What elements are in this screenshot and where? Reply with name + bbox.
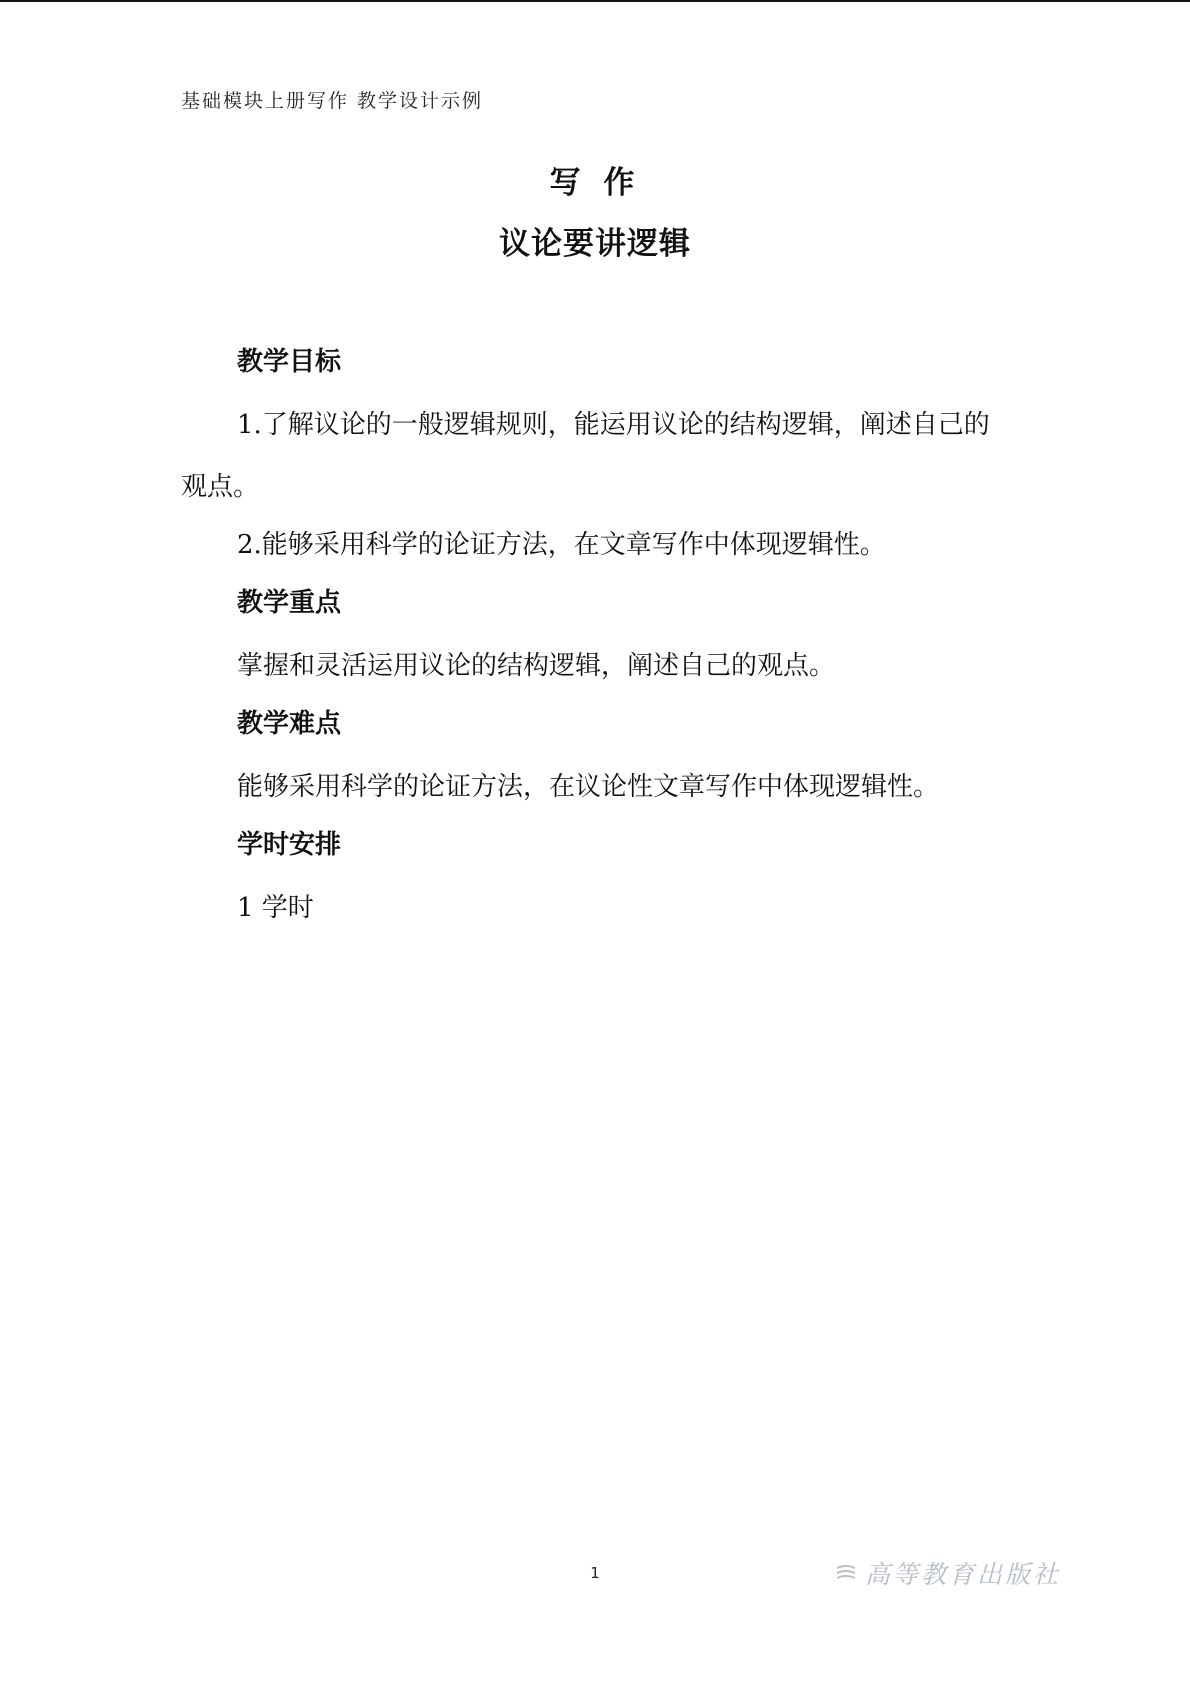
section-objectives [181, 345, 1011, 576]
page-title: 写 作 [549, 165, 641, 201]
running-header: 基础模块上册写作 教学设计示例 [181, 90, 484, 112]
section-heading: 教学难点 [237, 709, 342, 739]
page-subtitle: 议论要讲逻辑 [499, 226, 691, 262]
paragraph: 1.了解议论的一般逻辑规则，能运用议论的结构逻辑，阐述自己的观点。 [181, 410, 990, 502]
publisher-logo-icon [835, 1563, 857, 1583]
section-heading: 教学重点 [237, 588, 342, 618]
document-body [181, 345, 1011, 949]
section-key-points [181, 586, 1011, 697]
paragraph: 掌握和灵活运用议论的结构逻辑，阐述自己的观点。 [237, 651, 836, 681]
paragraph: 2.能够采用科学的论证方法，在文章写作中体现逻辑性。 [237, 530, 886, 560]
section-schedule [181, 828, 1011, 939]
section-difficulties [181, 707, 1011, 818]
section-heading: 教学目标 [237, 347, 342, 377]
paragraph: 1 学时 [237, 893, 314, 923]
publisher-logo [835, 1559, 1061, 1587]
top-rule [0, 0, 1190, 2]
paragraph: 能够采用科学的论证方法，在议论性文章写作中体现逻辑性。 [237, 772, 940, 802]
publisher-name: 高等教育出版社 [865, 1560, 1062, 1589]
section-heading: 学时安排 [237, 830, 342, 860]
page-number: 1 [590, 1564, 600, 1582]
